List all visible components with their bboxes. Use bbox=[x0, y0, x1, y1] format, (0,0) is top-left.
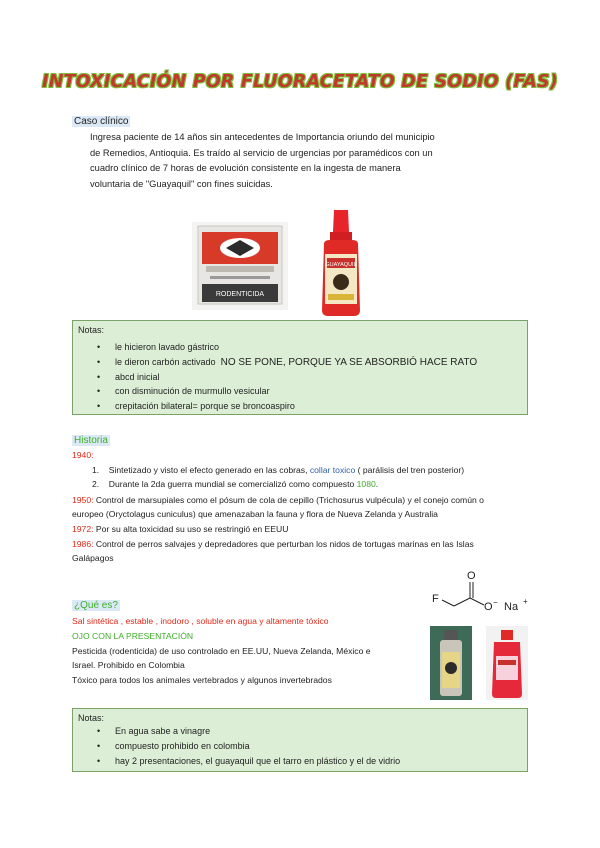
notes-list bbox=[73, 724, 400, 768]
history-item-1: 1. Sintetizado y visto el efecto generado en las cobras, collar toxico ( parálisis del tren posterior) bbox=[92, 465, 465, 475]
list-item: • abcd inicial bbox=[73, 370, 477, 385]
history-1950-cont: europeo (Oryctolagus cuniculus) que amenazaban la fauna y flora de Nueva Zelanda y Australia bbox=[72, 509, 438, 519]
history-1972: 1972: Por su alta toxicidad su uso se restringió en EEUU bbox=[72, 524, 289, 534]
bottle-label: GUAYAQUIL bbox=[325, 262, 357, 268]
caso-text bbox=[90, 130, 510, 192]
history-1986-cont: Galápagos bbox=[72, 553, 114, 563]
year-1940: 1940: bbox=[72, 450, 94, 460]
glass-bottle-image bbox=[430, 626, 472, 700]
list-item: • le dieron carbón activado NO SE PONE, PORQUE YA SE ABSORBIÓ HACE RATO bbox=[73, 355, 477, 370]
que-es-line: Israel. Prohibido en Colombia bbox=[72, 660, 185, 670]
svg-text:−: − bbox=[493, 598, 498, 607]
caso-label: Caso clínico bbox=[74, 116, 129, 127]
notes-label: Notas: bbox=[78, 713, 105, 723]
sodium-fluoroacetate-structure bbox=[428, 568, 533, 620]
que-es-line: Tóxico para todos los animales vertebrados y algunos invertebrados bbox=[72, 675, 332, 685]
caso-line: cuadro clínico de 7 horas de evolución consistente en la ingesta de manera bbox=[90, 163, 401, 173]
list-item: • crepitación bilateral= porque se broncoaspiro bbox=[73, 399, 477, 414]
rodenticide-bag-image bbox=[192, 222, 288, 310]
notes-label: Notas: bbox=[78, 325, 105, 335]
list-item: • le hicieron lavado gástrico bbox=[73, 340, 477, 355]
list-item: • En agua sabe a vinagre bbox=[73, 724, 400, 739]
history-item-2: 2. Durante la 2da guerra mundial se comercializó como compuesto 1080. bbox=[92, 479, 379, 489]
caps-comment: NO SE PONE, PORQUE YA SE ABSORBIÓ HACE RATO bbox=[220, 356, 478, 368]
notes-box-2 bbox=[72, 708, 528, 772]
page-title: INTOXICACIÓN POR FLUORACETATO DE SODIO (FAS) bbox=[41, 72, 558, 92]
oxygen-label: O bbox=[467, 570, 476, 582]
bag-label: RODENTICIDA bbox=[215, 291, 265, 298]
history-1986: 1986: Control de perros salvajes y depredadores que perturban los nidos de tortugas marinas en las Islas bbox=[72, 539, 474, 549]
list-item: • con disminución de murmullo vesicular bbox=[73, 384, 477, 399]
plastic-bottle-image bbox=[486, 626, 528, 700]
list-item: • compuesto prohibido en colombia bbox=[73, 739, 400, 754]
notes-list bbox=[73, 340, 477, 414]
que-es-label: ¿Qué es? bbox=[74, 600, 118, 611]
caso-line: voluntaria de "Guayaquil" con fines suicidas. bbox=[90, 178, 273, 189]
history-1950: 1950: Control de marsupiales como el pósum de cola de cepillo (Trichosurus vulpécula) y el conejo común o bbox=[72, 495, 484, 505]
svg-text:+: + bbox=[523, 597, 528, 606]
guayaquil-bottle-image bbox=[316, 210, 366, 318]
historia-label: Historia bbox=[74, 435, 108, 446]
caso-line: Ingresa paciente de 14 años sin antecedentes de Importancia oriundo del municipio bbox=[90, 132, 435, 142]
caso-line: de Remedios, Antioquia. Es traído al servicio de urgencias por paramédicos con un bbox=[90, 147, 433, 158]
que-es-line: Pesticida (rodenticida) de uso controlado en EE.UU, Nueva Zelanda, México e bbox=[72, 646, 371, 656]
oxide-label: O bbox=[484, 601, 493, 613]
sodium-label: Na bbox=[504, 601, 519, 613]
notes-box-1 bbox=[72, 320, 528, 415]
list-item: • hay 2 presentaciones, el guayaquil que el tarro en plástico y el de vidrio bbox=[73, 754, 400, 769]
que-es-red-line: Sal sintética , estable , inodoro , soluble en agua y altamente tóxico bbox=[72, 616, 329, 626]
fluorine-label: F bbox=[432, 593, 439, 605]
que-es-green-line: OJO CON LA PRESENTACIÓN bbox=[72, 631, 194, 641]
